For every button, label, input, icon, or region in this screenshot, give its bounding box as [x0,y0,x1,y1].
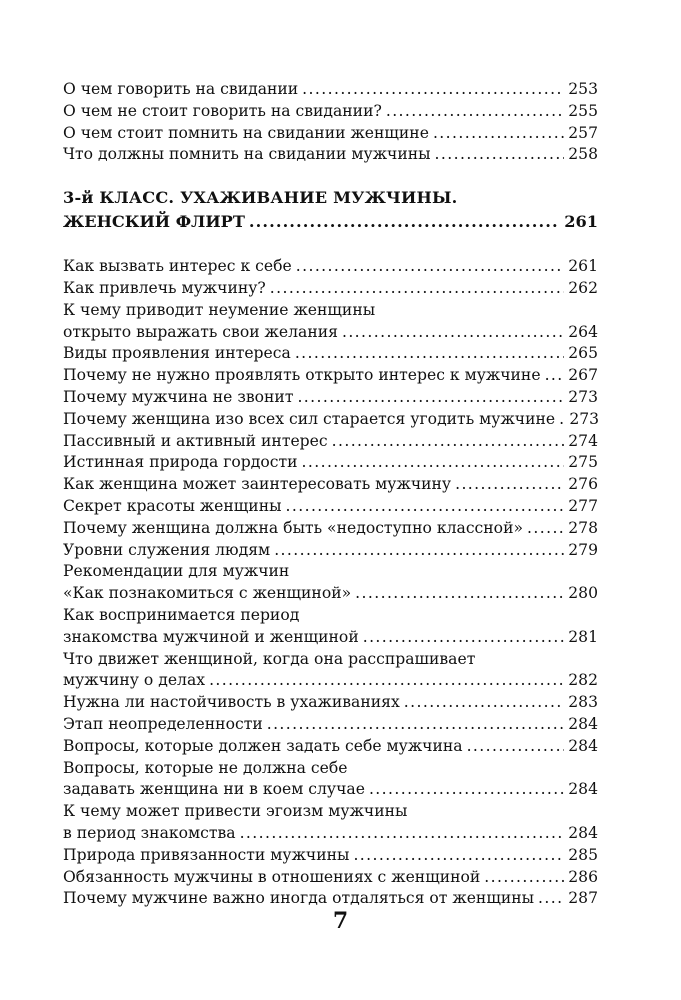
toc-entry-page-number: 283 [568,693,598,712]
leader-dots [274,540,564,562]
toc-entry-title-part: Как воспринимается период [63,605,300,624]
toc-entry [63,256,598,278]
toc-entry-title-line1 [63,605,598,627]
toc-entry [63,365,598,387]
toc-entry-line [63,474,598,496]
toc-entry-line [63,888,598,910]
toc-entry [63,474,598,496]
leader-dots [286,496,564,518]
toc-entry-title: Пассивный и активный интерес [63,431,328,450]
leader-dots [545,365,564,387]
leader-dots [386,101,564,123]
toc-entry-line [63,79,598,101]
toc-entry-title: в период знакомства [63,823,236,842]
toc-entry [63,409,598,431]
toc-entry-title: Что должны помнить на свидании мужчины [63,145,431,164]
toc-entry-line [63,518,598,540]
toc-entry-page-number: 276 [568,475,598,494]
leader-dots [435,144,564,166]
toc-entry-line [63,431,598,453]
toc-entry-title: Уровни служения людям [63,540,271,559]
toc-entry-line [63,779,598,801]
leader-dots [455,474,564,496]
toc-entry-line [63,736,598,758]
toc-entry [63,387,598,409]
toc-entry [63,431,598,453]
leader-dots [332,431,564,453]
toc-entry [63,452,598,474]
toc-entry-title: Почему мужчине важно иногда отдаляться от женщины [63,889,535,908]
leader-dots [363,627,564,649]
toc-entry-page-number: 284 [568,714,598,733]
toc-entry-line [63,387,598,409]
leader-dots [404,692,564,714]
toc-entry [63,123,598,145]
toc-entry-title-part: Что движет женщиной, когда она расспрашивает [63,649,476,668]
toc-entry-title: Нужна ли настойчивость в ухаживаниях [63,693,400,712]
toc-entry [63,278,598,300]
toc-entry-title: О чем не стоит говорить на свидании? [63,101,382,120]
toc-entry-line [63,867,598,889]
toc-entry-title-part: Вопросы, которые не должна себе [63,758,348,777]
toc-entry-line [63,365,598,387]
toc-entry-page-number: 281 [568,627,598,646]
toc-entry-title: задавать женщина ни в коем случае [63,780,365,799]
leader-dots [240,823,564,845]
toc-entry [63,888,598,910]
toc-entry-page-number: 255 [568,101,598,120]
toc-entry-page-number: 287 [568,889,598,908]
toc-entry [63,736,598,758]
section-page-number: 261 [564,212,598,232]
toc-entry-page-number: 273 [568,387,598,406]
toc-entry-line [63,583,598,605]
leader-dots [267,714,564,736]
toc-entry-line [63,670,598,692]
toc-entry-title: Почему женщина должна быть «недоступно классной» [63,518,524,537]
leader-dots [538,888,564,910]
leader-dots [209,670,564,692]
toc-entry-page-number: 262 [568,278,598,297]
toc-entry-title: открыто выражать свои желания [63,322,338,341]
toc-top-list [63,79,598,166]
toc-entry [63,867,598,889]
leader-dots [297,387,564,409]
toc-entry-title: Вопросы, которые должен задать себе мужчина [63,736,463,755]
toc-entry [63,692,598,714]
toc-entry-line [63,452,598,474]
toc-entry-title-part: К чему может привести эгоизм мужчины [63,802,408,821]
toc-entry [63,758,598,802]
toc-entry-title: Обязанность мужчины в отношениях с женщиной [63,867,481,886]
toc-entry-line [63,540,598,562]
toc-entry-title: Почему мужчина не звонит [63,387,294,406]
toc-entry-title: Как женщина может заинтересовать мужчину [63,475,452,494]
toc-entry-title: О чем стоит помнить на свидании женщине [63,123,429,142]
leader-dots [467,736,564,758]
toc-entry [63,649,598,693]
toc-entry-line [63,714,598,736]
leader-dots [369,779,564,801]
toc-entry [63,714,598,736]
toc-entry-page-number: 282 [568,671,598,690]
toc-entry-title-line1 [63,649,598,671]
leader-dots [296,256,564,278]
leader-dots [353,845,564,867]
toc-entry-line [63,409,598,431]
leader-dots [342,322,564,344]
toc-entry-line [63,101,598,123]
toc-entry-page-number: 278 [568,518,598,537]
toc-entry-page-number: 273 [569,409,600,428]
toc-entry-title: Этап неопределенности [63,714,263,733]
toc-entry [63,801,598,845]
toc-entry [63,496,598,518]
toc-entry-title: О чем говорить на свидании [63,80,299,98]
toc-entry-title: знакомства мужчиной и женщиной [63,627,359,646]
toc-entry-page-number: 275 [568,453,598,472]
toc-entry-title-line1 [63,801,598,823]
toc-entry-page-number: 279 [568,540,598,559]
leader-dots [559,409,565,431]
toc-entry-page-number: 257 [568,123,598,142]
toc-entry-line [63,496,598,518]
toc-entry-title-part: К чему приводит неумение женщины [63,300,376,319]
toc-entry-page-number: 285 [568,845,598,864]
page-folio: 7 [332,908,349,934]
toc-entry-page-number: 253 [568,80,598,98]
toc-entry [63,343,598,365]
toc-entry-line [63,343,598,365]
toc-entry-page-number: 261 [568,257,598,276]
section-heading-line2 [63,210,598,234]
toc-entry-title: Как вызвать интерес к себе [63,257,292,276]
leader-dots [484,867,564,889]
leader-dots [302,79,564,101]
toc-entry-page-number: 280 [568,584,598,603]
toc-entry-title: Природа привязанности мужчины [63,845,350,864]
toc-entry [63,101,598,123]
toc-entry-title: Секрет красоты женщины [63,496,282,515]
toc-entry-page-number: 284 [568,823,598,842]
table-of-contents [63,79,598,910]
toc-entry-title-line1 [63,561,598,583]
toc-entry [63,79,598,101]
toc-entry [63,518,598,540]
toc-entry [63,540,598,562]
toc-entry-page-number: 286 [568,867,598,886]
toc-entry-title: «Как познакомиться с женщиной» [63,584,352,603]
leader-dots [249,210,560,234]
toc-entry-title: Почему не нужно проявлять открыто интерес к мужчине [63,366,541,385]
section-heading-line1: 3-й КЛАСС. УХАЖИВАНИЕ МУЖЧИНЫ. [63,188,458,208]
toc-entry-title-part: Рекомендации для мужчин [63,562,290,581]
toc-entry [63,845,598,867]
toc-entry-line [63,627,598,649]
leader-dots [295,343,564,365]
section-heading-title: ЖЕНСКИЙ ФЛИРТ [63,212,245,232]
toc-entry-title-line1 [63,300,598,322]
toc-entry-page-number: 265 [568,344,598,363]
toc-entry-title: Почему женщина изо всех сил старается угодить мужчине [63,409,556,428]
toc-entry-line [63,845,598,867]
toc-entry [63,144,598,166]
toc-entry-page-number: 258 [568,145,598,164]
toc-entry-title: Как привлечь мужчину? [63,278,266,297]
leader-dots [527,518,564,540]
leader-dots [302,452,564,474]
toc-entry-line [63,144,598,166]
toc-entry-line [63,692,598,714]
toc-entry-line [63,322,598,344]
toc-entry-page-number: 267 [568,366,598,385]
toc-entry-page-number: 264 [568,322,598,341]
toc-entry-title: Виды проявления интереса [63,344,291,363]
toc-entry [63,605,598,649]
toc-entry-page-number: 277 [568,496,598,515]
toc-main-list [63,256,598,910]
toc-entry-title: мужчину о делах [63,671,206,690]
leader-dots [270,278,564,300]
toc-entry-page-number: 274 [568,431,598,450]
toc-entry-page-number: 284 [568,736,598,755]
toc-entry-line [63,278,598,300]
leader-dots [433,123,564,145]
toc-entry-line [63,823,598,845]
toc-entry [63,300,598,344]
toc-entry-line [63,123,598,145]
section-heading [63,186,598,234]
toc-entry [63,561,598,605]
toc-entry-title: Истинная природа гордости [63,453,298,472]
toc-entry-title-line1 [63,758,598,780]
leader-dots [355,583,564,605]
toc-entry-page-number: 284 [568,780,598,799]
toc-entry-line [63,256,598,278]
